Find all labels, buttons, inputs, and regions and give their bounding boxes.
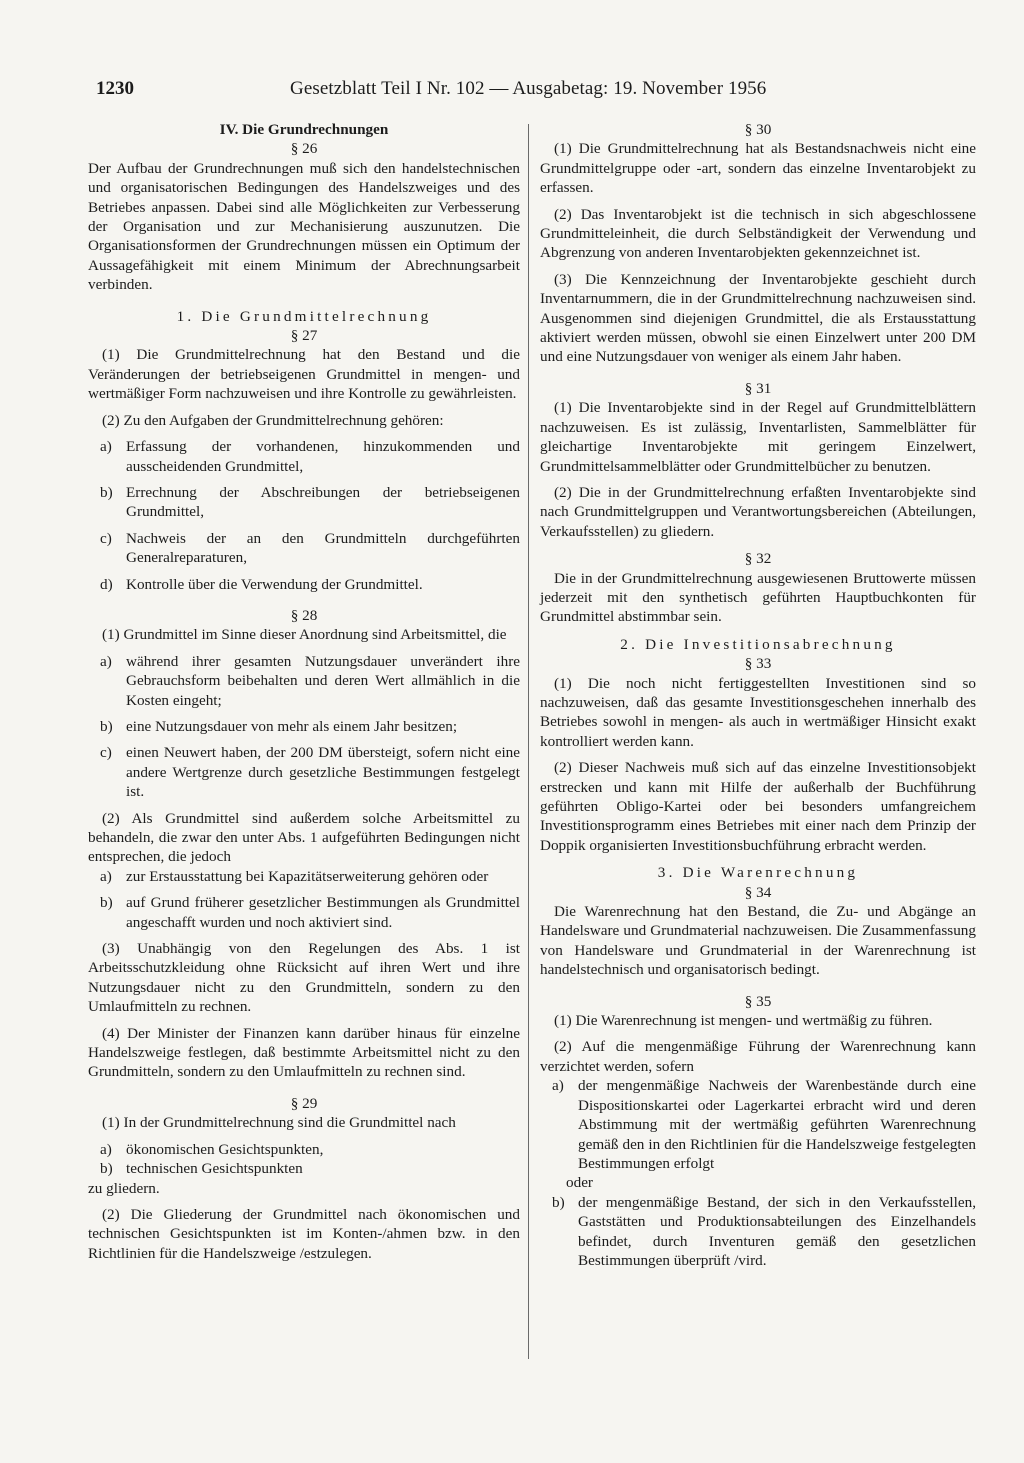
paragraph-30-2: (2) Das Inventarobjekt ist die technisch in sich abgeschlossene Grundmitteleinheit, die durch Selbständigkeit der Verwendung und Abgrenzung von anderen Inventarobjekten gekennzeichnet ist. [540, 205, 976, 262]
subsection-title-1: 1. Die Grundmittelrechnung [176, 307, 432, 325]
section-symbol-30: § 30 [744, 121, 772, 138]
list-marker: d) [100, 575, 113, 593]
paragraph-34: Die Warenrechnung hat den Bestand, die Zu- und Abgänge an Handelsware und Grundmaterial nachzuweisen. Die Zusammenfassung von Handelsware und Grundmaterial in der Warenrechnung ist handelstechnisch und organisatorisch bedingt. [540, 903, 976, 979]
list-item-29b [88, 1159, 520, 1178]
list-item-27b [88, 483, 520, 522]
paragraph-33-2: (2) Dieser Nachweis muß sich auf das einzelne Investitionsobjekt erstrecken und kann mit Hilfe der außerhalb der Buchführung geführten Obligo-Kartei oder bei besonders umfangreichem Investitionsprogramm eines Betriebes mit einer nach dem Prinzip der Doppik organisierten Investitionsbuchführung erbracht werden. [540, 759, 976, 854]
list-marker: b) [100, 483, 113, 501]
list-text: technischen Gesichtspunkten [126, 1160, 303, 1178]
right-column [540, 120, 976, 1270]
list-item-27d [88, 575, 520, 594]
list-item-28-1a [88, 652, 520, 710]
paragraph-31-1: (1) Die Inventarobjekte sind in der Regel auf Grundmittelblättern nachzuweisen. Es ist zulässig, Inventarlisten, Sammelblätter für gleichartige Inventarobjekte mit geringem Einzelwert, Grundmittelsammelblätter oder Grundmittelbücher zu benutzen. [540, 399, 976, 475]
list-item-28-2b [88, 893, 520, 932]
paragraph-27-2: (2) Zu den Aufgaben der Grundmittelrechnung gehören: [102, 411, 444, 429]
list-item-28-2a [88, 867, 520, 886]
paragraph-28-4: (4) Der Minister der Finanzen kann darüber hinaus für einzelne Handelszweige festlegen, daß bestimmte Arbeitsmittel nicht zu den Grundmitteln, sondern zu den Umlaufmitteln zu rechnen sind. [88, 1024, 520, 1081]
paragraph-30-3: (3) Die Kennzeichnung der Inventarobjekte geschieht durch Inventarnummern, die in der Grundmittelrechnung nachzuweisen sind. Ausgenommen sind diejenigen Grundmittel, die als Erstausstattung aktiviert werden müssen, obwohl sie einen Einzelwert unter 200 DM und eine Nutzungsdauer von weniger als einem Jahr haben. [540, 270, 976, 366]
paragraph-31-2: (2) Die in der Grundmittelrechnung erfaßten Inventarobjekte sind nach Grundmittelgruppen und Verantwortungsbereichen (Abteilungen, Verkaufsstellen) zu gliedern. [540, 483, 976, 540]
section-symbol-31: § 31 [744, 379, 772, 397]
list-marker: b) [100, 1160, 113, 1178]
list-text: zur Erstausstattung bei Kapazitätserweiterung gehören oder [126, 867, 489, 885]
paragraph-26: Der Aufbau der Grundrechnungen muß sich den handelstechnischen und organisatorischen Bedingungen des Handelszweiges und des Betriebes anpassen. Dabei sind alle Möglichkeiten zur Verbesserung der Organisation und zur Mechanisierung auszunutzen. Die Organisationsformen der Grundrechnungen müssen ein Optimum der Aussagefähigkeit mit einem Minimum der Abrechnungsarbeit verbinden. [88, 159, 520, 294]
running-head: Gesetzblatt Teil I Nr. 102 — Ausgabetag: 19. November 1956 [290, 78, 767, 99]
paragraph-33-1: (1) Die noch nicht fertiggestellten Investitionen sind so nachzuweisen, daß das gesamte Investitionsgeschehen innerhalb des Betriebes sowohl in mengen- als auch in wertmäßiger Hinsicht exakt kontrolliert werden kann. [540, 674, 976, 750]
section-symbol-33: § 33 [744, 655, 772, 673]
list-text: auf Grund früherer gesetzlicher Bestimmungen als Grundmittel angeschafft wurden und noch aktiviert sind. [126, 894, 520, 931]
list-text: ökonomischen Gesichtspunkten, [126, 1140, 324, 1158]
section-symbol-28: § 28 [290, 606, 318, 624]
list-marker: c) [100, 529, 112, 547]
chapter-title: IV. Die Grundrechnungen [219, 121, 389, 138]
page-number: 1230 [96, 78, 134, 99]
list-marker: a) [100, 1140, 112, 1158]
list-text: während ihrer gesamten Nutzungsdauer unverändert ihre Gebrauchsform beibehalten und deren Wert allmählich in die Kosten eingeht; [126, 652, 520, 709]
paragraph-28-2: (2) Als Grundmittel sind außerdem solche Arbeitsmittel zu behandeln, die zwar den unter Abs. 1 aufgeführten Bedingungen nicht entsprechen, die jedoch [88, 809, 520, 866]
paragraph-32: Die in der Grundmittelrechnung ausgewiesenen Bruttowerte müssen jederzeit mit den synthetisch geführten Hauptbuchkonten für Grundmittel abstimmbar sein. [540, 569, 976, 626]
list-marker: c) [100, 744, 112, 762]
paragraph-29-2: (2) Die Gliederung der Grundmittel nach ökonomischen und technischen Gesichtspunkten ist im Konten-/ahmen bzw. in den Richtlinien für die Handelszweige /estzulegen. [88, 1205, 520, 1262]
paragraph-28-3: (3) Unabhängig von den Regelungen des Abs. 1 ist Arbeitsschutzkleidung ohne Rücksicht auf ihren Wert und ihre Nutzungsdauer nicht zu den Grundmitteln, sondern zu den Umlaufmitteln zu rechnen. [88, 940, 520, 1016]
paragraph-35-1: (1) Die Warenrechnung ist mengen- und wertmäßig zu führen. [554, 1012, 933, 1030]
paragraph-29-tail: zu gliedern. [88, 1179, 160, 1197]
list-item-27c [88, 529, 520, 568]
list-text: Nachweis der an den Grundmitteln durchgeführten Generalreparaturen, [126, 529, 520, 567]
paragraph-35-2: (2) Auf die mengenmäßige Führung der Warenrechnung kann verzichtet werden, sofern [540, 1038, 976, 1075]
subsection-title-3: 3. Die Warenrechnung [657, 864, 859, 882]
paragraph-28-1: (1) Grundmittel im Sinne dieser Anordnung sind Arbeitsmittel, die [102, 626, 507, 644]
list-text: der mengenmäßige Nachweis der Warenbestände durch eine Dispositionskartei oder Lagerkartei erbracht wird und deren Abstimmung mit der wertmäßig geführten Warenrechnung gemäß den in den Richtlinien für die Handelszweige festgelegten Bestimmungen erfolgt [578, 1077, 976, 1172]
section-symbol-35: § 35 [744, 992, 772, 1010]
list-marker: a) [100, 867, 112, 885]
section-symbol-32: § 32 [744, 550, 772, 568]
paragraph-27-1: (1) Die Grundmittelrechnung hat den Bestand und die Veränderungen der betriebseigenen Grundmittel in mengen- und wertmäßiger Form nachzuweisen und ihre Kontrolle zu gewährleisten. [88, 346, 520, 403]
paragraph-29-1: (1) In der Grundmittelrechnung sind die Grundmittel nach [102, 1114, 456, 1132]
list-text: einen Neuwert haben, der 200 DM übersteigt, sofern nicht eine andere Wertgrenze durch gesetzliche Bestimmungen festgelegt ist. [126, 744, 520, 801]
section-symbol-29: § 29 [290, 1094, 318, 1112]
paragraph-30-1: (1) Die Grundmittelrechnung hat als Bestandsnachweis nicht eine Grundmittelgruppe oder -art, sondern das einzelne Inventarobjekt zu erfassen. [540, 140, 976, 197]
section-symbol-26: § 26 [290, 140, 318, 158]
list-item-35b [540, 1193, 976, 1271]
list-text: eine Nutzungsdauer von mehr als einem Jahr besitzen; [126, 717, 458, 735]
list-marker: b) [100, 717, 113, 735]
list-item-29a [88, 1140, 520, 1159]
list-marker: a) [552, 1077, 564, 1095]
section-symbol-27: § 27 [290, 327, 318, 345]
list-item-28-1b [88, 717, 520, 736]
section-symbol-34: § 34 [744, 883, 772, 901]
list-text: Kontrolle über die Verwendung der Grundmittel. [126, 575, 423, 593]
connector-oder: oder [566, 1174, 593, 1192]
subsection-title-2: 2. Die Investitionsabrechnung [620, 635, 896, 653]
list-marker: b) [100, 894, 113, 912]
list-marker: a) [100, 652, 112, 670]
list-text: Erfassung der vorhandenen, hinzukommenden und ausscheidenden Grundmittel, [126, 438, 520, 475]
page-header [96, 78, 808, 104]
column-divider [528, 124, 529, 1359]
list-text: der mengenmäßige Bestand, der sich in den Verkaufsstellen, Gaststätten und Produktionsabteilungen des Einzelhandels befindet, durch Inventuren gemäß den gesetzlichen Bestimmungen überprüft /vird. [578, 1193, 976, 1269]
list-item-28-1c [88, 743, 520, 801]
list-item-27a [88, 437, 520, 476]
left-column [88, 120, 520, 1263]
list-item-35a [540, 1076, 976, 1173]
list-marker: b) [552, 1193, 565, 1211]
list-marker: a) [100, 438, 112, 456]
list-text: Errechnung der Abschreibungen der betriebseigenen Grundmittel, [126, 483, 520, 521]
